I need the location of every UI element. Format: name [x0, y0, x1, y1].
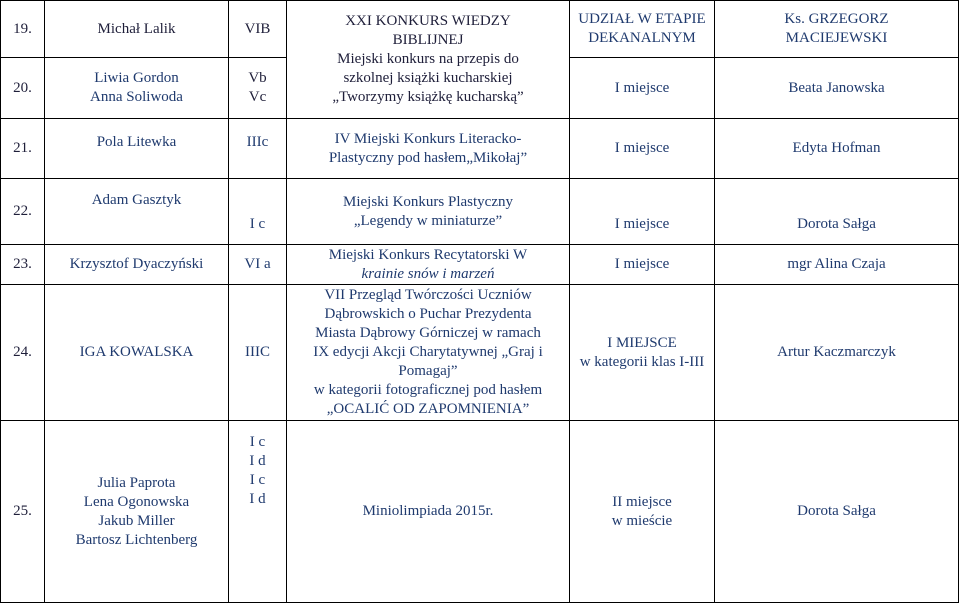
contest-line: szkolnej książki kucharskiej: [343, 70, 513, 86]
teacher-cell: [715, 421, 959, 603]
class-label: I c: [249, 472, 266, 488]
class-label: Vc: [248, 89, 267, 105]
row-number: 25.: [1, 421, 45, 603]
contest-cell: [287, 421, 570, 603]
table-row: [1, 179, 959, 245]
contest-line: Miniolimpiada 2015r.: [362, 503, 494, 519]
place-cell: [570, 179, 715, 245]
contest-line: Pomagaj”: [398, 363, 458, 379]
contest-line-italic: krainie snów i marzeń: [361, 265, 495, 282]
student-cell: [45, 421, 229, 603]
contest-line: w kategorii fotograficznej pod hasłem: [313, 382, 543, 398]
teacher-line: Artur Kaczmarczyk: [777, 344, 896, 360]
place-cell: [570, 119, 715, 179]
contest-line: VII Przegląd Twórczości Uczniów: [324, 287, 532, 303]
teacher-cell: [715, 179, 959, 245]
place-cell: [570, 58, 715, 119]
place-line: I miejsce: [614, 256, 670, 272]
teacher-line: Beata Janowska: [788, 79, 885, 96]
class-label: Vb: [248, 70, 267, 86]
table-row: [1, 1, 959, 58]
contest-line: Miejski Konkurs Recytatorski W: [328, 246, 528, 263]
student-name: Julia Paprota: [97, 474, 176, 491]
student-name: Bartosz Lichtenberg: [75, 531, 198, 548]
place-cell: [570, 245, 715, 285]
teacher-cell: [715, 285, 959, 421]
student-name: IGA KOWALSKA: [79, 344, 194, 360]
contest-cell: [287, 179, 570, 245]
place-cell: [570, 421, 715, 603]
contest-cell: [287, 119, 570, 179]
contest-cell: [287, 245, 570, 285]
contest-line: „OCALIĆ OD ZAPOMNIENIA”: [326, 401, 530, 417]
teacher-line: Dorota Sałga: [797, 503, 876, 519]
contest-line: BIBLIJNEJ: [392, 32, 464, 48]
contest-line: Miasta Dąbrowy Górniczej w ramach: [315, 325, 541, 341]
teacher-cell: [715, 119, 959, 179]
teacher-line: mgr Alina Czaja: [787, 256, 886, 272]
place-line: UDZIAŁ W ETAPIE: [578, 11, 706, 27]
table-row: [1, 285, 959, 421]
student-name: Lena Ogonowska: [83, 493, 190, 510]
table-row: [1, 245, 959, 285]
row-number: 21.: [1, 119, 45, 179]
class-cell: [229, 285, 287, 421]
class-label: VIB: [244, 20, 271, 37]
contest-line: XXI KONKURS WIEDZY: [345, 13, 511, 29]
place-cell: [570, 285, 715, 421]
student-cell: [45, 285, 229, 421]
place-line: I miejsce: [614, 140, 670, 156]
contest-line: „Tworzymy książkę kucharską”: [332, 89, 524, 105]
class-cell: [229, 421, 287, 603]
student-cell: [45, 245, 229, 285]
class-cell: [229, 245, 287, 285]
row-number: 22.: [1, 179, 45, 245]
place-cell: [570, 1, 715, 58]
contest-cell: [287, 1, 570, 119]
place-line: w mieście: [611, 512, 673, 529]
class-cell: [229, 58, 287, 119]
class-label: I d: [249, 491, 266, 507]
student-cell: [45, 1, 229, 58]
class-label: I c: [249, 216, 266, 232]
table-row: [1, 421, 959, 603]
student-name: Michał Lalik: [97, 20, 176, 37]
place-line: w kategorii klas I-III: [579, 353, 705, 370]
place-line: DEKANALNYM: [588, 30, 696, 46]
student-cell: [45, 58, 229, 119]
teacher-line: Ks. GRZEGORZ: [784, 11, 889, 27]
class-label: I d: [249, 453, 266, 469]
teacher-cell: [715, 58, 959, 119]
class-label: IIIC: [245, 344, 270, 360]
row-number: 24.: [1, 285, 45, 421]
student-name: Krzysztof Dyaczyński: [69, 256, 204, 272]
contest-line: Miejski konkurs na przepis do: [337, 51, 519, 67]
student-name: Anna Soliwoda: [90, 89, 183, 105]
class-cell: [229, 1, 287, 58]
student-name: Pola Litewka: [96, 134, 177, 150]
place-line: I miejsce: [614, 79, 670, 96]
class-cell: [229, 119, 287, 179]
contest-line: Dąbrowskich o Puchar Prezydenta: [324, 306, 532, 322]
table-row: [1, 119, 959, 179]
place-line: I miejsce: [614, 216, 670, 232]
teacher-cell: [715, 245, 959, 285]
place-line: II miejsce: [612, 493, 672, 510]
row-number: 20.: [1, 58, 45, 119]
contest-cell: [287, 285, 570, 421]
class-label: IIIc: [246, 134, 269, 150]
student-name: Jakub Miller: [98, 512, 175, 529]
class-cell: [229, 179, 287, 245]
class-label: VI a: [244, 256, 271, 272]
teacher-cell: [715, 1, 959, 58]
teacher-line: Dorota Sałga: [797, 216, 876, 232]
contest-line: IX edycji Akcji Charytatywnej „Graj i: [313, 344, 543, 360]
teacher-line: Edyta Hofman: [792, 140, 881, 156]
teacher-line: MACIEJEWSKI: [785, 30, 888, 46]
student-name: Liwia Gordon: [94, 70, 179, 86]
contest-line: Miejski Konkurs Plastyczny: [343, 193, 513, 210]
row-number: 19.: [1, 1, 45, 58]
row-number: 23.: [1, 245, 45, 285]
student-cell: [45, 179, 229, 245]
student-name: Adam Gasztyk: [91, 192, 182, 208]
contest-line: Plastyczny pod hasłem„Mikołaj”: [328, 149, 528, 166]
class-label: I c: [249, 434, 266, 450]
place-line: I MIEJSCE: [607, 334, 677, 351]
contest-line: „Legendy w miniaturze”: [353, 212, 503, 229]
student-cell: [45, 119, 229, 179]
contest-line: IV Miejski Konkurs Literacko-: [334, 130, 522, 147]
